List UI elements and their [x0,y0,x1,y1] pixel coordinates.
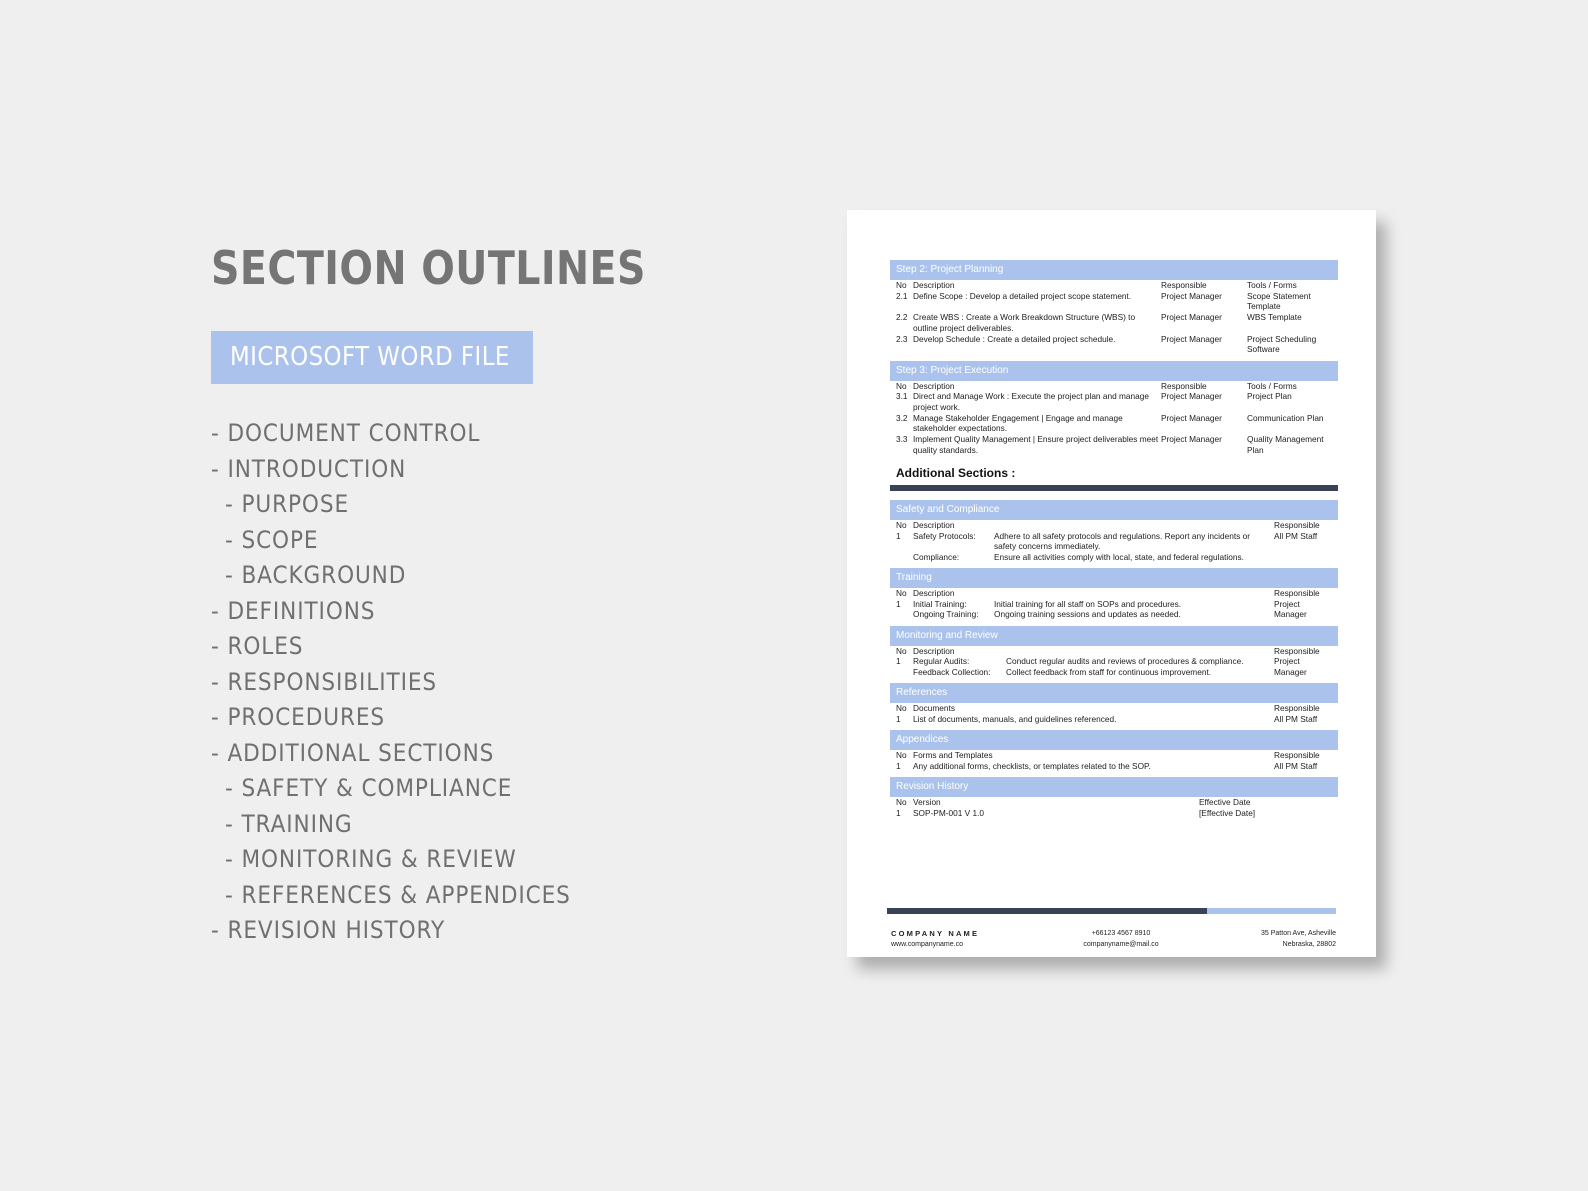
table-row [890,714,1338,725]
outline-item: - ADDITIONAL SECTIONS [211,738,495,767]
row-desc: SOP-PM-001 V 1.0 [913,807,985,818]
row-desc: Manage Stakeholder Engagement | Engage and manage stakeholder expectations. [913,412,1123,433]
row-no: 1 [896,598,901,609]
outline-subitem: - TRAINING [225,809,353,838]
row-desc: Ongoing training sessions and updates as needed. [994,609,1181,619]
row-desc-group [913,656,1274,677]
row-desc: Initial training for all staff on SOPs and procedures. [994,598,1182,609]
col-no-header: No [896,703,907,713]
col-tools-header: Tools / Forms [1247,380,1297,391]
footer-company-block [891,928,979,950]
row-no: 2.1 [896,290,908,301]
row-line [913,667,1274,678]
row-desc: Collect feedback from staff for continuous improvement. [1006,666,1212,677]
row-label: Safety Protocols: [913,530,976,541]
row-resp: All PM Staff [1274,530,1318,541]
table-header-row [890,520,1338,531]
row-desc: Direct and Manage Work : Execute the project plan and manage project work. [913,391,1149,412]
row-resp: All PM Staff [1274,713,1318,724]
outline-subitem: - REFERENCES & APPENDICES [225,880,571,909]
row-desc: Develop Schedule : Create a detailed project schedule. [913,333,1116,344]
row-desc: Adhere to all safety protocols and regulations. Report any incidents or safety concerns immediately. [994,530,1250,551]
col-no-header: No [896,750,907,760]
table-row [890,334,1338,355]
col-desc-header: Description [913,588,955,598]
section-header-training: Training [890,568,1338,588]
row-no-empty [890,552,913,563]
row-desc-group [913,599,1274,620]
col-resp-header: Responsible [1161,280,1207,290]
outline-item: - PROCEDURES [211,703,386,731]
row-no: 2.2 [896,312,908,322]
table-header-row [890,588,1338,599]
row-resp: Project Manager [1161,312,1222,322]
col-desc-header: Description [913,520,955,530]
table-header-row [890,381,1338,392]
page-title: SECTION OUTLINES [211,241,646,295]
col-resp-header: Responsible [1274,520,1320,530]
row-resp: Project Manager [1274,656,1307,677]
row-desc: Ensure all activities comply with local, state, and federal regulations. [994,551,1244,562]
row-tools: Project Scheduling Software [1247,333,1317,354]
footer-company-name: COMPANY NAME [891,929,980,938]
col-no-header: No [896,797,907,807]
col-tools-header: Tools / Forms [1247,280,1297,290]
table-row [890,312,1338,333]
table-row [890,656,1338,677]
row-tools: Communication Plan [1247,412,1324,423]
row-line [913,656,1274,667]
col-no-header: No [896,588,907,598]
table-header-row [890,750,1338,761]
left-panel [211,238,717,944]
col-resp-header: Responsible [1274,645,1320,656]
row-resp: All PM Staff [1274,760,1318,771]
col-resp-header: Responsible [1274,703,1320,713]
row-resp: Project Manager [1161,333,1222,344]
table-row [890,552,1338,563]
row-label: Compliance: [913,551,960,562]
row-tools: WBS Template [1247,312,1302,322]
footer-address-line2: Nebraska, 28802 [1282,941,1336,948]
row-label: Initial Training: [913,598,967,609]
section-header-step2: Step 2: Project Planning [890,260,1338,280]
table-row [890,761,1338,772]
row-no: 1 [896,713,901,724]
row-desc: Define Scope : Develop a detailed project scope statement. [913,290,1132,301]
section-header-revision: Revision History [890,777,1338,797]
row-label: Regular Audits: [913,656,970,666]
row-resp: Project Manager [1161,290,1222,301]
row-resp: Project Manager [1161,391,1222,401]
col-desc-header: Documents [913,703,955,713]
section-header-safety: Safety and Compliance [890,500,1338,520]
table-row [890,413,1338,434]
outline-subitem: - BACKGROUND [225,561,407,589]
col-resp-header: Responsible [1274,588,1320,598]
footer-website: www.companyname.co [891,941,963,948]
col-desc-header: Description [913,280,955,290]
table-header-row [890,703,1338,714]
row-no: 3.1 [896,391,908,401]
row-desc: List of documents, manuals, and guidelines referenced. [913,713,1117,724]
table-header-row [890,797,1338,808]
outline-subitem: - PURPOSE [225,490,349,518]
file-type-badge [211,331,533,384]
section-divider [890,485,1338,491]
additional-sections-title: Additional Sections : [896,466,1016,480]
row-label: Feedback Collection: [913,666,991,677]
row-desc: Implement Quality Management | Ensure project deliverables meet quality standards. [913,434,1159,455]
outline-item: - INTRODUCTION [211,454,407,483]
row-tools: Quality Management Plan [1247,434,1324,455]
col-resp-header: Responsible [1274,750,1320,760]
row-line [913,599,1274,610]
col-no-header: No [896,380,907,391]
row-label: Ongoing Training: [913,609,979,619]
row-desc: Any additional forms, checklists, or templates related to the SOP. [913,760,1151,771]
section-outline-list [211,416,609,949]
outline-subitem: - SCOPE [225,525,319,554]
row-resp: [Effective Date] [1199,807,1256,818]
section-header-references: References [890,683,1338,703]
col-desc-header: Version [913,797,941,807]
outline-subitem: - MONITORING & REVIEW [225,845,517,873]
outline-item: - REVISION HISTORY [211,916,446,944]
row-no: 1 [896,760,901,771]
footer-contact-block [1081,928,1161,950]
footer-address-line1: 35 Patton Ave, Asheville [1261,930,1336,937]
row-no: 1 [896,530,901,541]
col-desc-header: Forms and Templates [913,750,993,760]
table-header-row [890,280,1338,291]
section-header-monitoring: Monitoring and Review [890,626,1338,646]
table-row [890,599,1338,620]
row-resp: Project Manager [1274,598,1307,619]
col-desc-header: Description [913,380,955,391]
col-desc-header: Description [913,645,955,656]
footer-address-block [1261,928,1336,950]
document-body [890,260,1338,818]
footer-bar-light [1207,908,1336,914]
col-resp-header: Effective Date [1199,797,1251,807]
row-line [913,609,1274,620]
outline-item: - RESPONSIBILITIES [211,667,438,696]
row-resp: Project Manager [1161,434,1222,444]
row-desc: Create WBS : Create a Work Breakdown Structure (WBS) to outline project deliverables. [913,312,1136,333]
section-header-step3: Step 3: Project Execution [890,361,1338,381]
col-no-header: No [896,280,907,290]
table-row [890,391,1338,412]
table-row [890,808,1338,819]
footer-email: companyname@mail.co [1083,941,1159,948]
outline-item: - ROLES [211,632,304,660]
row-desc: Conduct regular audits and reviews of procedures & compliance. [1006,656,1244,666]
badge-label: MICROSOFT WORD FILE [230,342,510,372]
table-row [890,531,1338,552]
col-no-header: No [896,645,907,656]
row-resp: Project Manager [1161,412,1222,423]
row-no: 3.2 [896,412,908,423]
outline-item: - DEFINITIONS [211,596,376,625]
row-no: 1 [896,807,901,818]
row-tools: Project Plan [1247,391,1292,401]
row-tools: Scope Statement Template [1247,290,1311,311]
document-page-preview [847,210,1376,957]
footer-bar-dark [887,908,1207,914]
outline-item: - DOCUMENT CONTROL [211,419,481,447]
footer-phone: +66123 4567 8910 [1091,930,1151,937]
row-no: 3.3 [896,434,908,444]
row-no: 1 [896,656,901,666]
row-no: 2.3 [896,333,908,344]
outline-subitem: - SAFETY & COMPLIANCE [225,774,513,802]
section-header-appendices: Appendices [890,730,1338,750]
table-row [890,291,1338,312]
col-no-header: No [896,520,907,530]
col-resp-header: Responsible [1161,380,1207,391]
footer-bar [887,908,1336,914]
table-header-row [890,646,1338,657]
table-row [890,434,1338,455]
